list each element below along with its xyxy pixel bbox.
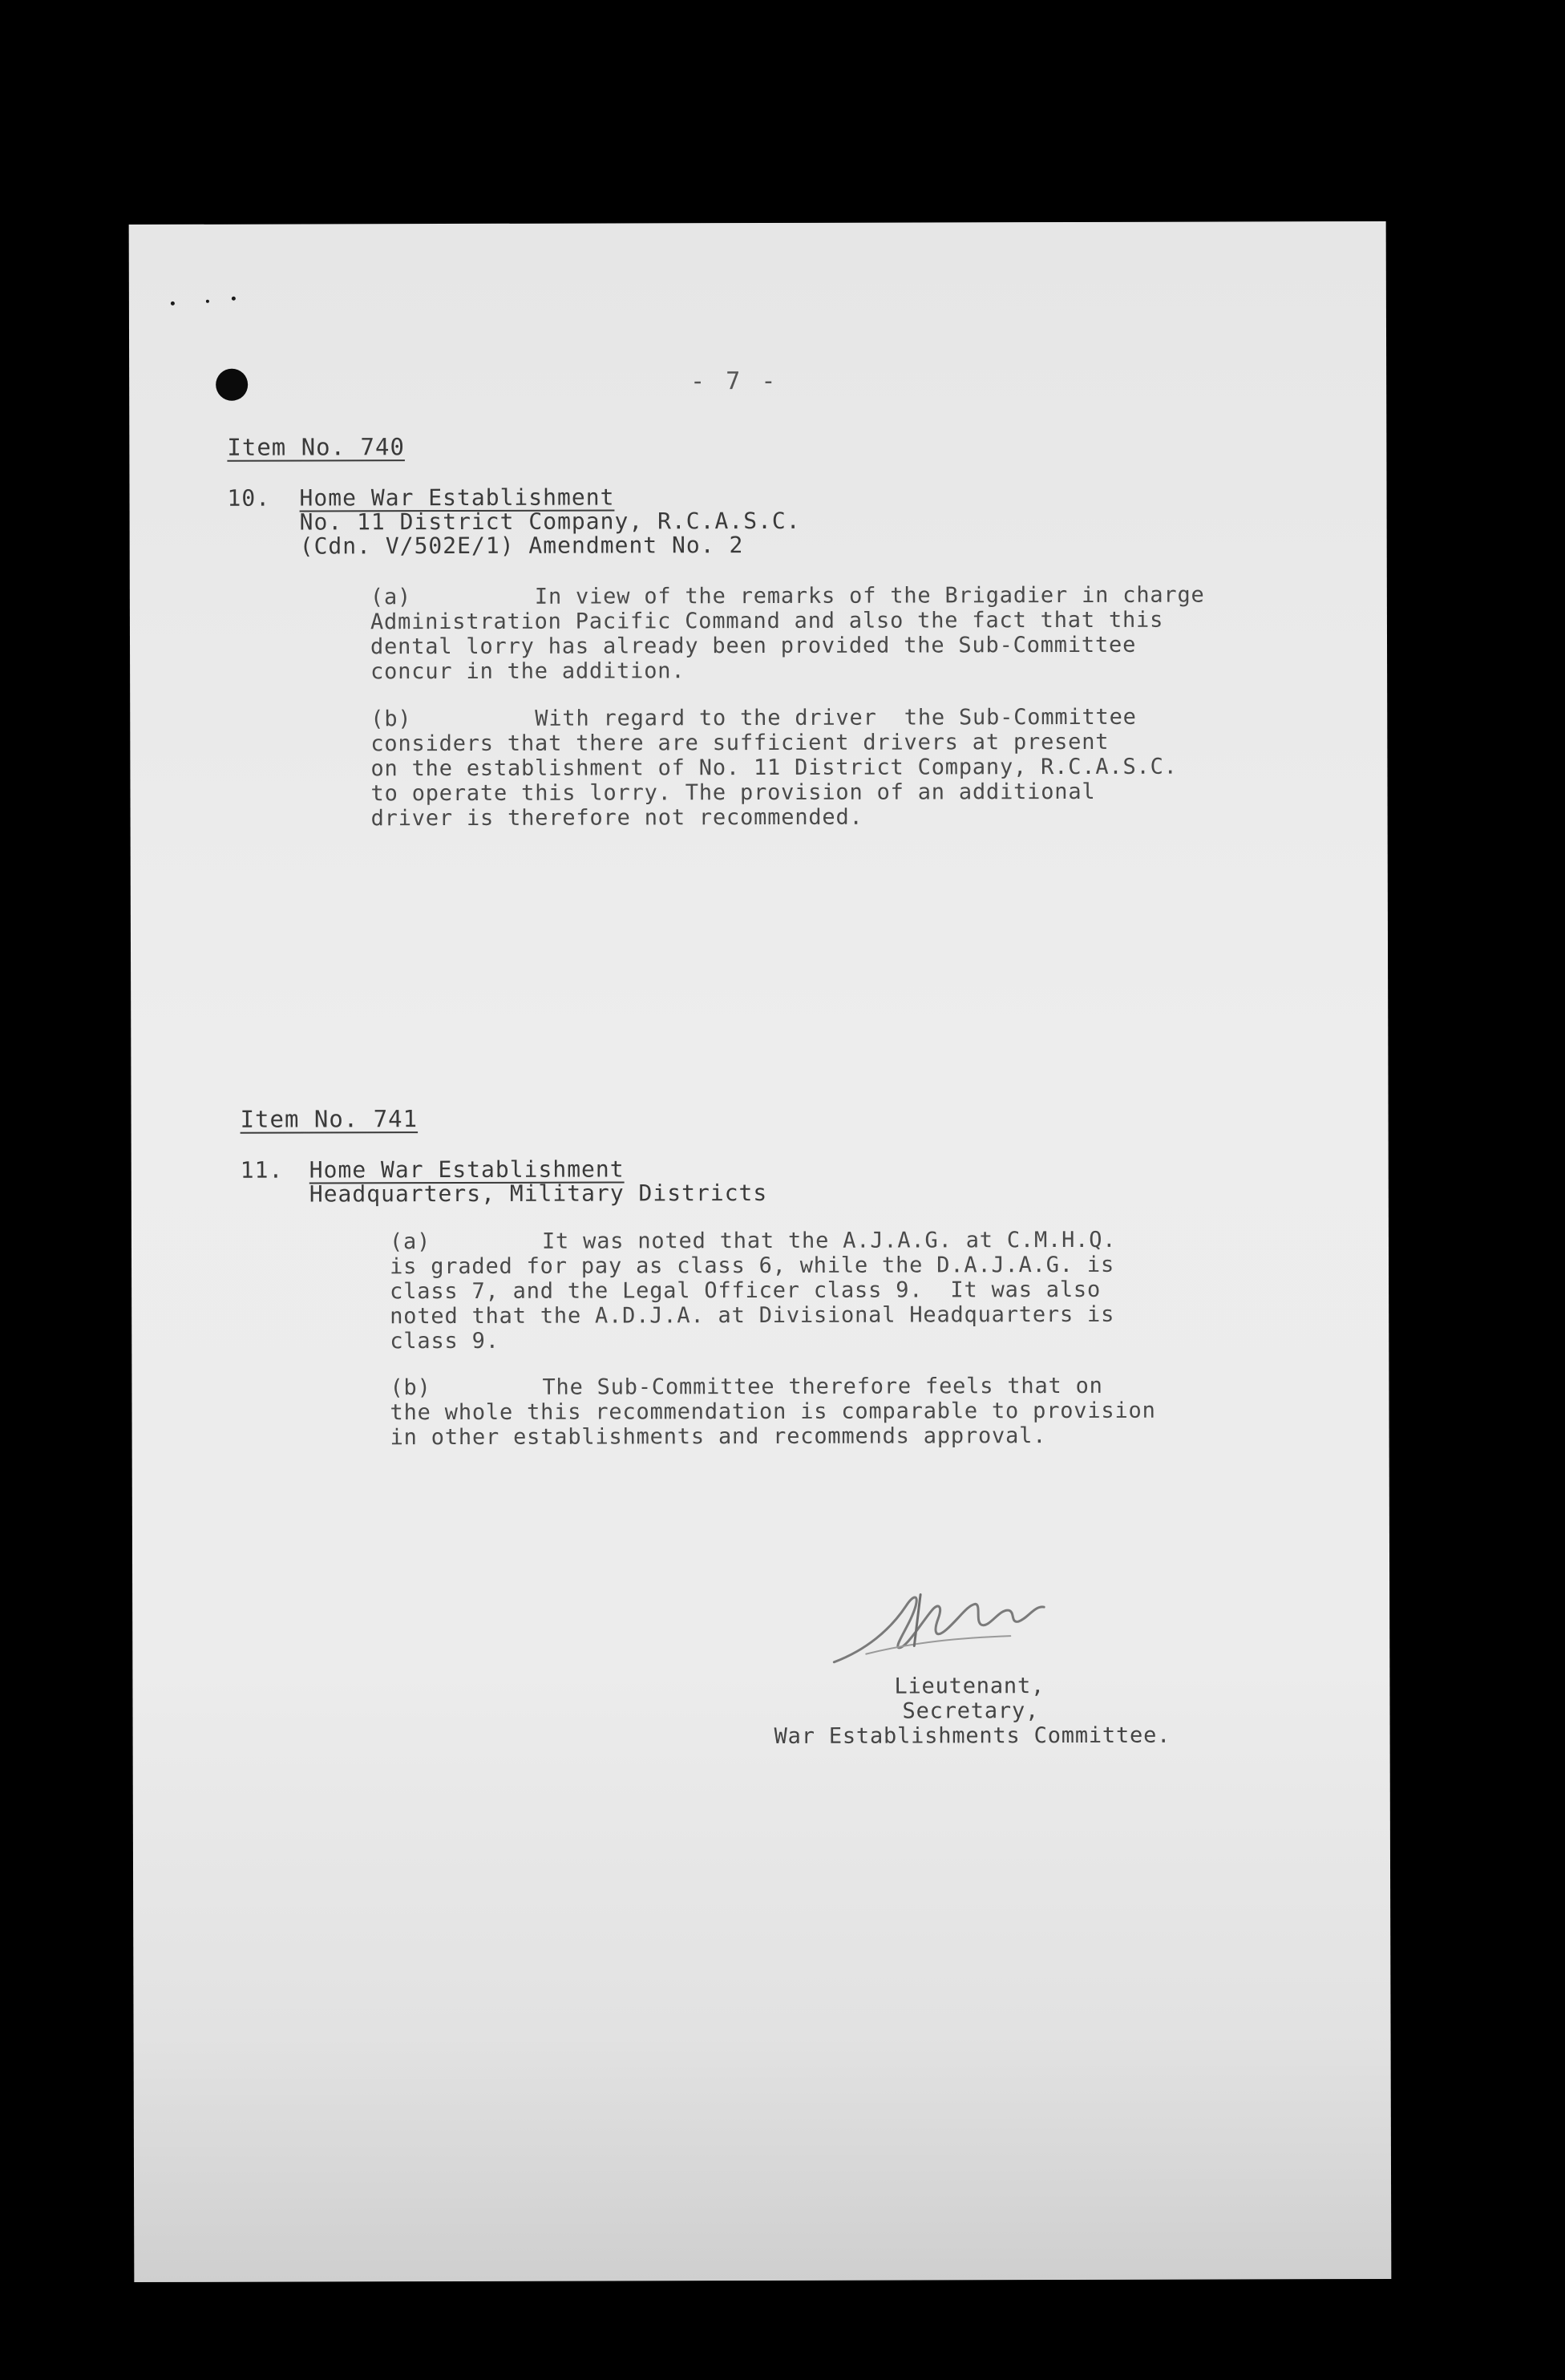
paragraph-label: (a): [370, 585, 412, 610]
item-title-line: Home War Establishment: [299, 484, 615, 512]
paragraph-line: is graded for pay as class 6, while the D.A.J.A.G. is: [390, 1252, 1115, 1280]
item-title-line: (Cdn. V/502E/1) Amendment No. 2: [299, 532, 744, 560]
signature-rank: Lieutenant,: [894, 1674, 1045, 1699]
item-title-line: Home War Establishment: [309, 1156, 625, 1184]
item-number: 10.: [227, 484, 271, 512]
paragraph-label: (a): [389, 1229, 431, 1255]
speck: [171, 302, 175, 306]
paragraph-line: With regard to the driver the Sub-Committee: [535, 704, 1137, 731]
item-title-line: No. 11 District Company, R.C.A.S.C.: [299, 507, 801, 536]
paragraph-line: Administration Pacific Command and also the fact that this: [370, 607, 1164, 635]
paragraph-line: concur in the addition.: [370, 658, 685, 685]
paragraph-line: It was noted that the A.J.A.G. at C.M.H.Q.: [541, 1227, 1117, 1254]
item-heading: Item No. 741: [240, 1105, 419, 1133]
speck: [206, 300, 209, 303]
handwritten-signature: [818, 1573, 1106, 1678]
paragraph-line: noted that the A.D.J.A. at Divisional Headquarters is: [390, 1301, 1115, 1330]
signature-title: Secretary,: [902, 1698, 1040, 1724]
paragraph-line: The Sub-Committee therefore feels that on: [542, 1373, 1103, 1400]
page-number: - 7 -: [690, 366, 779, 396]
item-number: 11.: [240, 1156, 284, 1184]
speck: [232, 297, 236, 301]
item-title-line: Headquarters, Military Districts: [309, 1179, 768, 1208]
paragraph-line: in other establishments and recommends approval.: [390, 1423, 1047, 1451]
item-heading: Item No. 740: [227, 433, 405, 461]
paragraph-label: (b): [390, 1375, 431, 1401]
punch-hole: [216, 369, 248, 401]
paragraph-line: In view of the remarks of the Brigadier in charge: [534, 582, 1205, 609]
paragraph-line: to operate this lorry. The provision of an additional: [370, 779, 1096, 807]
paragraph-label: (b): [370, 706, 412, 732]
paragraph-line: class 9.: [390, 1328, 499, 1354]
paragraph-line: dental lorry has already been provided the Sub-Committee: [370, 632, 1137, 660]
paragraph-line: class 7, and the Legal Officer class 9. It was also: [390, 1277, 1102, 1305]
paragraph-line: on the establishment of No. 11 District Company, R.C.A.S.C.: [370, 754, 1178, 782]
paragraph-line: driver is therefore not recommended.: [370, 804, 863, 832]
document-page: [129, 221, 1392, 2282]
paragraph-line: considers that there are sufficient drivers at present: [370, 729, 1110, 757]
paragraph-line: the whole this recommendation is comparable to provision: [390, 1398, 1156, 1426]
signature-committee: War Establishments Committee.: [774, 1722, 1171, 1749]
signature-block: [774, 1674, 1171, 1749]
